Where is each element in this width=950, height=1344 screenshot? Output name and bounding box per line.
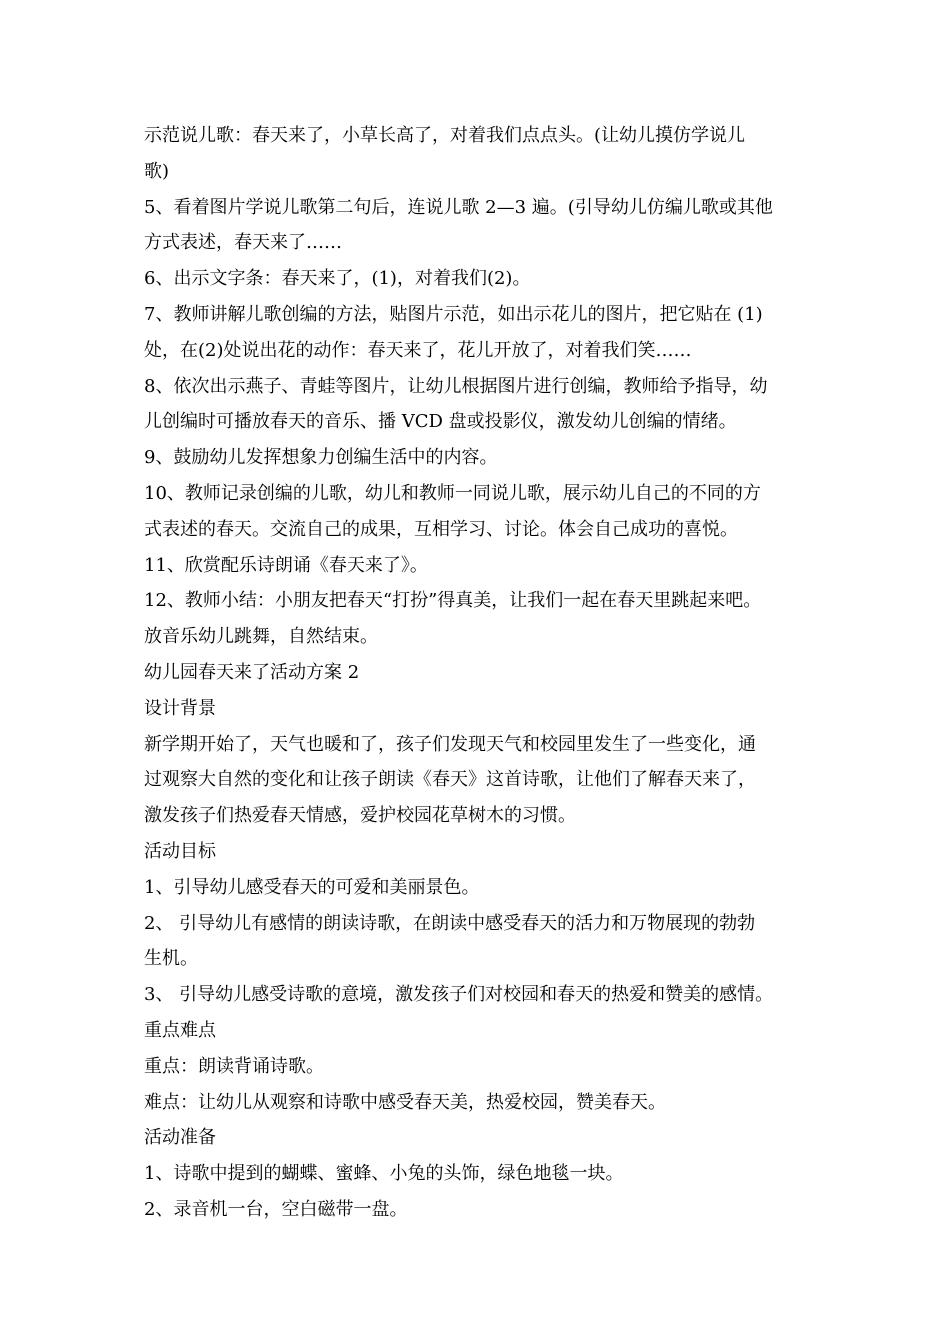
section-heading: 重点难点: [144, 1019, 216, 1041]
text-line: 式表述的春天。交流自己的成果，互相学习、讨论。体会自己成功的喜悦。: [144, 518, 738, 540]
text-line: 新学期开始了，天气也暖和了，孩子们发现天气和校园里发生了一些变化，通: [144, 733, 756, 755]
text-line: 9、鼓励幼儿发挥想象力创编生活中的内容。: [144, 447, 498, 469]
section-heading: 活动目标: [144, 840, 216, 862]
text-line: 6、出示文字条：春天来了，(1)，对着我们(2)。: [144, 268, 531, 290]
text-line: 10、教师记录创编的儿歌，幼儿和教师一同说儿歌，展示幼儿自己的不同的方: [144, 482, 761, 504]
document-body: [144, 118, 824, 1228]
text-line: 歌): [144, 160, 170, 182]
text-line: 示范说儿歌：春天来了，小草长高了，对着我们点点头。(让幼儿摸仿学说儿: [144, 125, 746, 146]
text-line: 处，在(2)处说出花的动作：春天来了，花儿开放了，对着我们笑……: [144, 339, 692, 361]
section-heading: 活动准备: [144, 1127, 216, 1149]
text-line: 11、欣赏配乐诗朗诵《春天来了》。: [144, 554, 428, 576]
text-line: 生机。: [144, 948, 198, 970]
text-line: 难点：让幼儿从观察和诗歌中感受春天美，热爱校园，赞美春天。: [144, 1091, 666, 1113]
text-line: 过观察大自然的变化和让孩子朗读《春天》这首诗歌，让他们了解春天来了，: [144, 769, 756, 791]
text-line: 1、诗歌中提到的蝴蝶、蜜蜂、小兔的头饰，绿色地毯一块。: [144, 1163, 624, 1185]
text-line: 1、引导幼儿感受春天的可爱和美丽景色。: [144, 876, 480, 898]
text-line: 重点：朗读背诵诗歌。: [144, 1055, 324, 1077]
text-line: 方式表述，春天来了……: [144, 232, 342, 254]
text-line: 2、 引导幼儿有感情的朗读诗歌，在朗读中感受春天的活力和万物展现的勃勃: [144, 912, 756, 934]
text-line: 放音乐幼儿跳舞，自然结束。: [144, 626, 378, 648]
text-line: 2、录音机一台，空白磁带一盘。: [144, 1198, 408, 1220]
section-title: 幼儿园春天来了活动方案 2: [144, 661, 360, 683]
text-line: 儿创编时可播放春天的音乐、播 VCD 盘或投影仪，激发幼儿创编的情绪。: [144, 411, 737, 433]
text-line: 3、 引导幼儿感受诗歌的意境，激发孩子们对校园和春天的热爱和赞美的感情。: [144, 984, 774, 1006]
text-line: 7、教师讲解儿歌创编的方法，贴图片示范，如出示花儿的图片，把它贴在 (1): [144, 303, 763, 325]
text-line: 12、教师小结：小朋友把春天“打扮”得真美，让我们一起在春天里跳起来吧。: [144, 590, 762, 612]
section-heading: 设计背景: [144, 697, 216, 719]
text-line: 激发孩子们热爱春天情感，爱护校园花草树木的习惯。: [144, 805, 576, 827]
text-line: 8、依次出示燕子、青蛙等图片，让幼儿根据图片进行创编，教师给予指导，幼: [144, 375, 768, 397]
text-line: 5、看着图片学说儿歌第二句后，连说儿歌 2—3 遍。(引导幼儿仿编儿歌或其他: [144, 196, 773, 218]
